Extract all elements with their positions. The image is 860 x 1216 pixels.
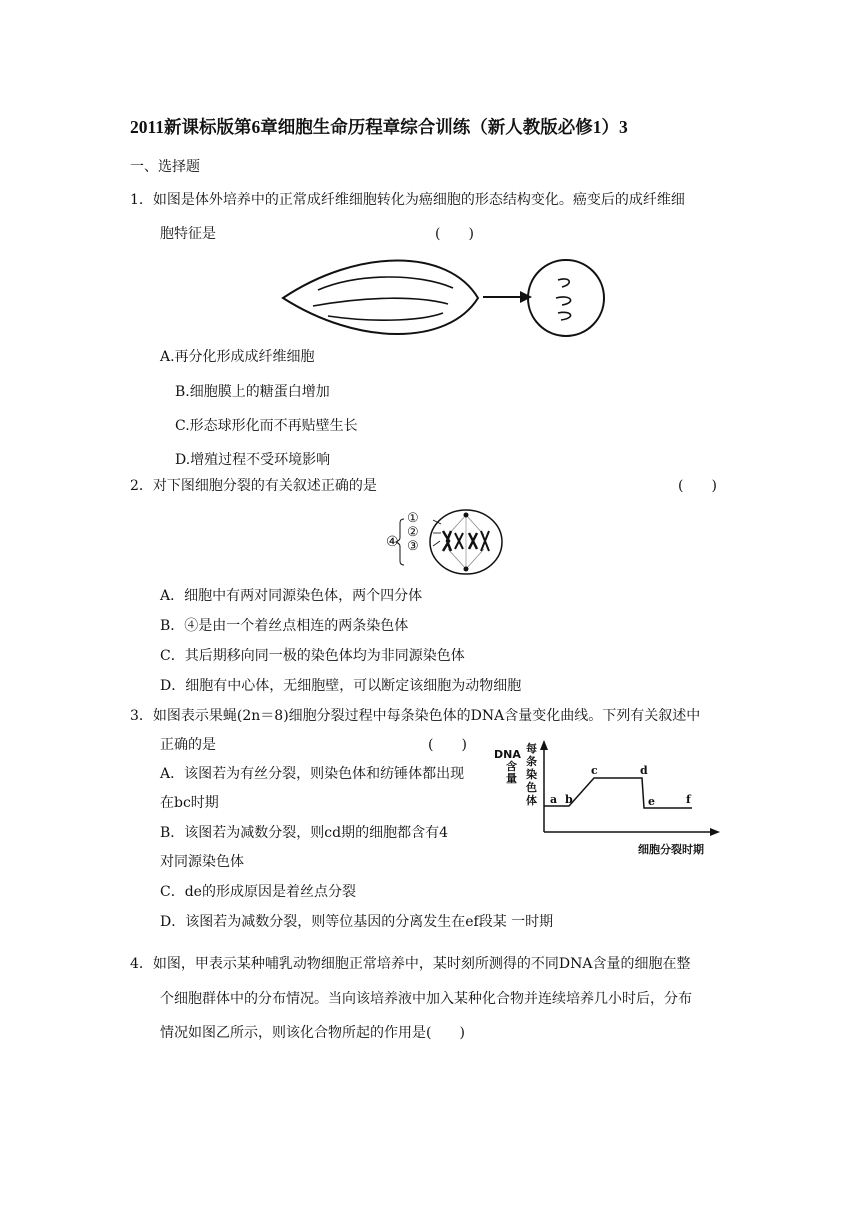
q1-option-d: D.增殖过程不受环境影响 xyxy=(175,452,331,468)
q3-graph-ylabel-per-chromosome: 每条染色体 xyxy=(526,742,537,807)
q3-graph-ylabel-dna: DNA xyxy=(494,748,521,761)
q3-option-a-line2: 在bc时期 xyxy=(160,795,219,811)
q2-option-b: B．④是由一个着丝点相连的两条染色体 xyxy=(160,618,409,634)
page-title: 2011新课标版第6章细胞生命历程章综合训练（新人教版必修1）3 xyxy=(130,117,628,137)
q4-stem-line3: 情况如图乙所示，则该化合物所起的作用是( ) xyxy=(160,1025,465,1041)
q3-option-a-line1: A．该图若为有丝分裂，则染色体和纺锤体都出现 xyxy=(160,766,465,782)
q3-graph-point-b: b xyxy=(565,793,573,806)
q1-option-b: B.细胞膜上的糖蛋白增加 xyxy=(175,384,330,400)
q2-figure-label-4: ④ xyxy=(386,534,399,550)
q2-figure-label-3: ③ xyxy=(407,539,419,554)
q3-stem-line2: 正确的是 xyxy=(160,737,216,753)
q3-graph-point-a: a xyxy=(550,793,558,806)
q2-answer-blank: ( ) xyxy=(678,478,717,494)
q3-option-b-line2: 对同源染色体 xyxy=(160,854,244,870)
q3-graph-point-e: e xyxy=(648,795,655,808)
section-heading: 一、选择题 xyxy=(130,159,200,175)
q3-graph-ylabel-content: 含量 xyxy=(506,760,517,785)
q2-figure-label-1: ① xyxy=(407,511,419,526)
q3-stem-line1: 3．如图表示果蝇(2n＝8)细胞分裂过程中每条染色体的DNA含量变化曲线。下列有关叙述中 xyxy=(130,708,701,724)
q2-stem: 2．对下图细胞分裂的有关叙述正确的是 xyxy=(130,478,377,494)
q2-option-d: D．细胞有中心体，无细胞壁，可以断定该细胞为动物细胞 xyxy=(160,678,522,694)
q3-option-c: C．de的形成原因是着丝点分裂 xyxy=(160,884,356,900)
q3-graph-point-f: f xyxy=(686,793,691,806)
q2-figure-label-2: ② xyxy=(407,525,419,540)
q1-stem-line2: 胞特征是 xyxy=(160,226,216,242)
q4-stem-line1: 4．如图，甲表示某种哺乳动物细胞正常培养中，某时刻所测得的不同DNA含量的细胞在整 xyxy=(130,956,691,972)
q1-option-c: C.形态球形化而不再贴壁生长 xyxy=(175,418,358,434)
q3-option-b-line1: B．该图若为减数分裂，则cd期的细胞都含有4 xyxy=(160,825,448,841)
q3-answer-blank: ( ) xyxy=(428,737,467,753)
q1-answer-blank: ( ) xyxy=(435,226,474,242)
q3-graph-point-d: d xyxy=(640,764,648,777)
q4-stem-line2: 个细胞群体中的分布情况。当向该培养液中加入某种化合物并连续培养几小时后，分布 xyxy=(160,991,692,1007)
q2-cell-division-figure xyxy=(383,505,503,577)
q1-cell-transformation-figure xyxy=(278,258,608,358)
q1-stem-line1: 1．如图是体外培养中的正常成纤维细胞转化为癌细胞的形态结构变化。癌变后的成纤维细 xyxy=(130,192,685,208)
q2-option-a: A．细胞中有两对同源染色体，两个四分体 xyxy=(160,588,423,604)
q3-graph-point-c: c xyxy=(591,764,598,777)
q3-option-d: D．该图若为减数分裂，则等位基因的分离发生在ef段某 一时期 xyxy=(160,914,554,930)
q1-option-a: A.再分化形成成纤维细胞 xyxy=(160,349,315,365)
q3-graph-xlabel: 细胞分裂时期 xyxy=(638,843,704,856)
q2-option-c: C．其后期移向同一极的染色体均为非同源染色体 xyxy=(160,648,465,664)
q3-dna-content-graph xyxy=(492,738,724,860)
